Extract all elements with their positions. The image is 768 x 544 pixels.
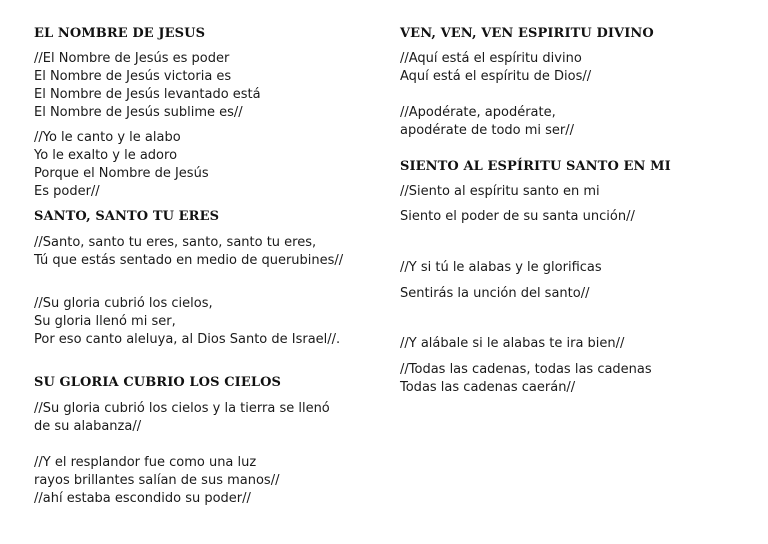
lyric-line: //Siento al espíritu santo en mi xyxy=(400,184,600,199)
song-title-el-nombre-de-jesus: EL NOMBRE DE JESUS xyxy=(34,26,206,41)
lyric-line: //ahí estaba escondido su poder// xyxy=(34,491,251,506)
song-title-santo-santo-tu-eres: SANTO, SANTO TU ERES xyxy=(34,209,220,224)
lyric-line: Yo le exalto y le adoro xyxy=(34,148,178,163)
lyric-line: El Nombre de Jesús victoria es xyxy=(34,69,232,84)
lyric-line: Siento el poder de su santa unción// xyxy=(400,209,635,224)
lyric-line: apodérate de todo mi ser// xyxy=(400,123,575,138)
lyric-line: Por eso canto aleluya, al Dios Santo de Israel//. xyxy=(34,332,341,347)
lyric-line: //Y si tú le alabas y le glorificas xyxy=(400,260,602,275)
song-title-ven-ven-ven-espiritu-divino: VEN, VEN, VEN ESPIRITU DIVINO xyxy=(400,26,654,41)
lyric-line: //Y alábale si le alabas te ira bien// xyxy=(400,336,625,351)
lyric-line: rayos brillantes salían de sus manos// xyxy=(34,473,280,488)
lyric-line: //Y el resplandor fue como una luz xyxy=(34,455,257,470)
lyric-line: El Nombre de Jesús levantado está xyxy=(34,87,261,102)
lyric-line: Sentirás la unción del santo// xyxy=(400,286,590,301)
lyric-line: Es poder// xyxy=(34,184,100,199)
lyric-line: Todas las cadenas caerán// xyxy=(400,380,576,395)
lyric-line: //Santo, santo tu eres, santo, santo tu eres, xyxy=(34,235,317,250)
lyric-line: Tú que estás sentado en medio de querubines// xyxy=(34,253,344,268)
lyric-line: //Su gloria cubrió los cielos y la tierra se llenó xyxy=(34,401,330,416)
lyric-line: //Apodérate, apodérate, xyxy=(400,105,556,120)
lyric-line: de su alabanza// xyxy=(34,419,142,434)
song-title-siento-al-espiritu-santo-en-mi: SIENTO AL ESPÍRITU SANTO EN MI xyxy=(400,159,671,174)
lyric-line: //Todas las cadenas, todas las cadenas xyxy=(400,362,652,377)
lyric-line: Su gloria llenó mi ser, xyxy=(34,314,176,329)
song-title-su-gloria-cubrio-los-cielos: SU GLORIA CUBRIO LOS CIELOS xyxy=(34,375,281,390)
lyric-line: Porque el Nombre de Jesús xyxy=(34,166,209,181)
lyric-line: //Su gloria cubrió los cielos, xyxy=(34,296,213,311)
lyric-line: //Aquí está el espíritu divino xyxy=(400,51,582,66)
lyric-line: //El Nombre de Jesús es poder xyxy=(34,51,230,66)
lyric-line: El Nombre de Jesús sublime es// xyxy=(34,105,243,120)
lyric-line: //Yo le canto y le alabo xyxy=(34,130,181,145)
lyric-line: Aquí está el espíritu de Dios// xyxy=(400,69,592,84)
